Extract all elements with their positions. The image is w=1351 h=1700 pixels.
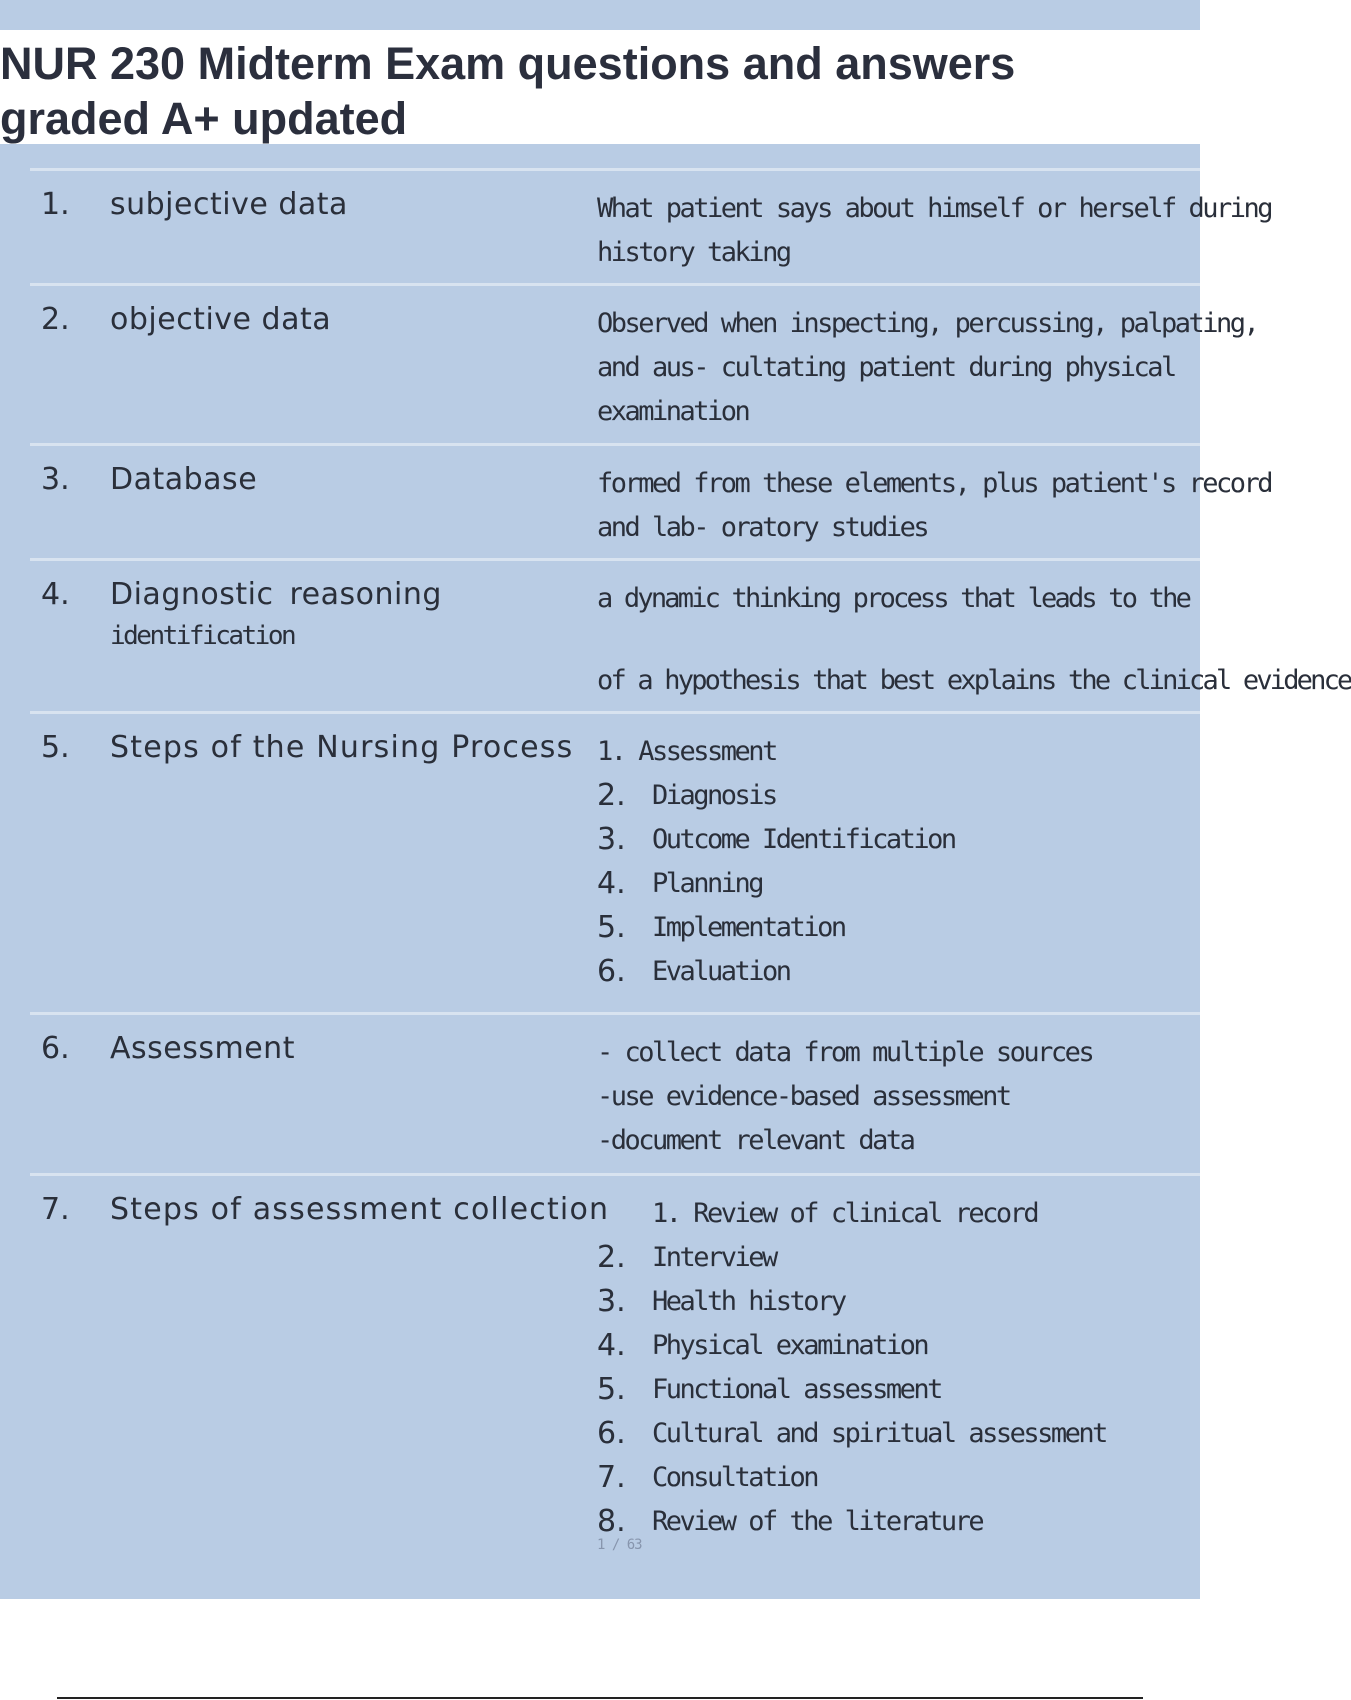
list-text: Diagnosis: [652, 780, 776, 811]
list-number: 8.: [597, 1504, 626, 1539]
row-term: Steps of the Nursing Process: [110, 730, 574, 765]
list-number: 4.: [597, 1328, 626, 1363]
list-item: [597, 1324, 1197, 1368]
top-band: [0, 0, 1200, 30]
definition-line: -document relevant data: [597, 1125, 914, 1156]
row-number: 7.: [41, 1192, 70, 1227]
row-list: [597, 730, 1197, 994]
document-title: [0, 30, 1200, 146]
table-row: [30, 168, 1272, 283]
list-text: Outcome Identification: [652, 824, 955, 855]
title-line-1: NUR 230 Midterm Exam questions and answers: [0, 38, 1016, 89]
flashcard-list: [0, 144, 1351, 1599]
row-term: Assessment: [110, 1031, 295, 1066]
list-number: 7.: [597, 1460, 626, 1495]
row-definition: [597, 187, 1272, 275]
list-item: [597, 818, 1197, 862]
list-number: 4.: [597, 866, 626, 901]
definition-line: examination: [597, 396, 749, 427]
table-row: [30, 283, 1258, 443]
definition-line: -use evidence-based assessment: [597, 1081, 1010, 1112]
definition-line: - collect data from multiple sources: [597, 1037, 1093, 1068]
footer-rule: [57, 1697, 1143, 1699]
list-number: 6.: [597, 954, 626, 989]
table-row: [30, 1012, 1200, 1162]
row-number: 4.: [41, 577, 70, 612]
list-number: 2.: [597, 778, 626, 813]
row-number: 6.: [41, 1031, 70, 1066]
row-term-continuation: identification: [110, 621, 295, 651]
list-number: 5.: [597, 910, 626, 945]
list-item: [597, 950, 1197, 994]
row-number: 5.: [41, 730, 70, 765]
list-item: [597, 906, 1197, 950]
row-term: Diagnostic reasoning: [110, 577, 442, 612]
definition-line: of a hypothesis that best explains the clinical evidence: [597, 665, 1351, 696]
page-number: 1 / 63: [597, 1537, 642, 1553]
row-list: [597, 1192, 1197, 1544]
list-text: Review of the literature: [652, 1506, 983, 1537]
row-number: 3.: [41, 462, 70, 497]
definition-line: What patient says about himself or herself during: [597, 193, 1272, 224]
row-definition: [597, 462, 1272, 550]
row-term: objective data: [110, 302, 332, 337]
row-term: Database: [110, 462, 258, 497]
list-text: Cultural and spiritual assessment: [652, 1418, 1106, 1449]
list-number: 3.: [597, 822, 626, 857]
table-row: [30, 711, 1200, 1004]
row-term: subjective data: [110, 187, 348, 222]
list-number: 3.: [597, 1284, 626, 1319]
list-text: Health history: [652, 1286, 845, 1317]
row-term: Steps of assessment collection: [110, 1192, 610, 1227]
list-item: [597, 1500, 1197, 1544]
list-number: 6.: [597, 1416, 626, 1451]
definition-line: history taking: [597, 237, 790, 268]
list-text: Implementation: [652, 912, 845, 943]
list-item: 1. Assessment: [597, 736, 776, 767]
list-item: [597, 774, 1197, 818]
table-row: [30, 1173, 1200, 1596]
definition-line: formed from these elements, plus patient's record: [597, 468, 1272, 499]
definition-line: a dynamic thinking process that leads to the: [597, 583, 1190, 614]
row-definition: [597, 302, 1258, 434]
list-text: Functional assessment: [652, 1374, 941, 1405]
definition-line: and aus- cultating patient during physical: [597, 352, 1175, 383]
row-definition: [597, 1031, 1197, 1163]
list-item: [597, 1412, 1197, 1456]
list-text: Planning: [652, 868, 763, 899]
definition-line: and lab- oratory studies: [597, 512, 928, 543]
list-item: [597, 1280, 1197, 1324]
row-definition: [597, 577, 1351, 703]
list-item: 1. Review of clinical record: [652, 1198, 1038, 1229]
list-number: 2.: [597, 1240, 626, 1275]
title-line-2: graded A+ updated: [0, 93, 408, 144]
list-item: [597, 1456, 1197, 1500]
table-row: [30, 443, 1272, 558]
row-number: 1.: [41, 187, 70, 222]
definition-line: Observed when inspecting, percussing, palpating,: [597, 308, 1258, 339]
list-text: Evaluation: [652, 956, 790, 987]
list-item: [597, 1368, 1197, 1412]
list-text: Interview: [652, 1242, 776, 1273]
table-row: [30, 558, 1351, 711]
list-item: [597, 1236, 1197, 1280]
list-text: Consultation: [652, 1462, 818, 1493]
list-text: Physical examination: [652, 1330, 928, 1361]
title-area: [0, 30, 1200, 144]
row-number: 2.: [41, 302, 70, 337]
list-number: 5.: [597, 1372, 626, 1407]
list-item: [597, 862, 1197, 906]
